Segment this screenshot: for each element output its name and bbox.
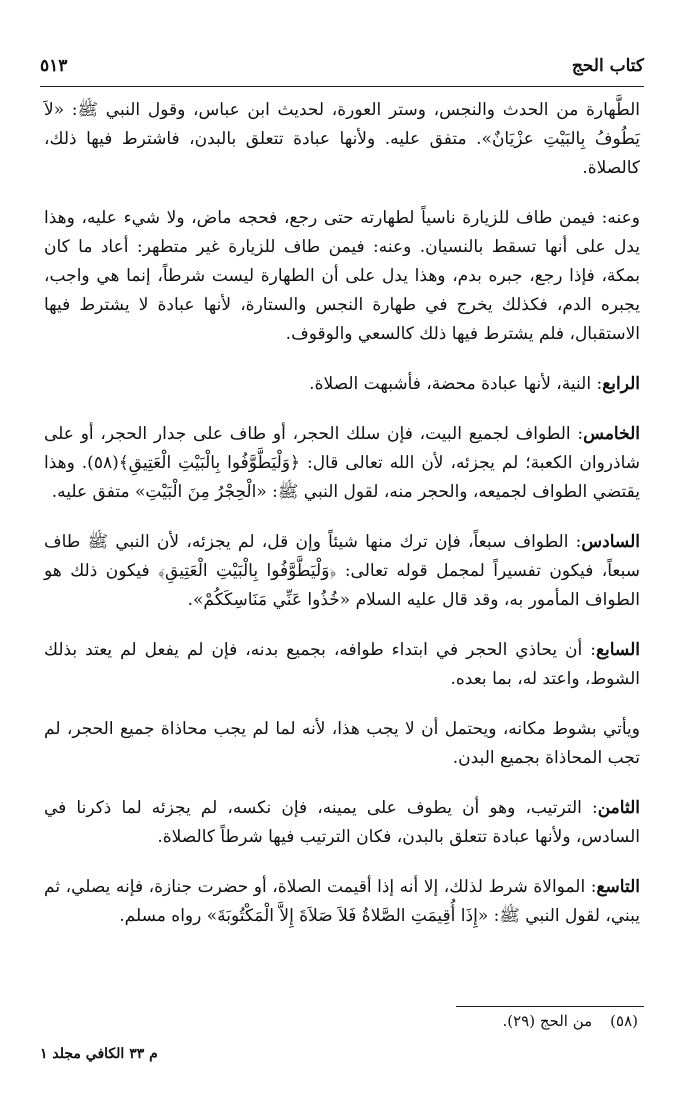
paragraph: [44, 528, 640, 615]
paragraph: [44, 420, 640, 507]
footnote-number: (٥٨): [610, 1012, 638, 1030]
page-body: [44, 96, 640, 952]
footnote: [218, 1010, 638, 1032]
paragraph: [44, 96, 640, 183]
paragraph: [44, 794, 640, 852]
paragraph-text: : الطواف سبعاً، فإن ترك منها شيئاً وإن قل، لم يجزئه، لأن النبي ﷺ طاف سبعاً، فيكون تفسيراً لمجمل قوله تعالى: ﴿وَلْيَطَّوَّفُوا بِالْبَيْتِ الْعَتِيقِ﴾ فيكون ذلك هو الطواف المأمور به، وقد قال عليه السلام «خُذُوا عَنِّي مَنَاسِكَكُمْ».: [44, 532, 640, 610]
paragraph: [44, 873, 640, 931]
paragraph-text: : النية، لأنها عبادة محضة، فأشبهت الصلاة.: [309, 374, 603, 394]
page-header: [40, 46, 644, 87]
paragraph-lead: السابع: [595, 640, 640, 660]
paragraph-text: : الموالاة شرط لذلك، إلا أنه إذا أقيمت الصلاة، أو حضرت جنازة، فإنه يصلي، ثم يبني، لقول النبي ﷺ: «إِذَا أُقِيمَتِ الصَّلاةُ فَلاَ صَلاَةَ إِلاَّ الْمَكْتُوبَةَ» رواه مسلم.: [44, 877, 640, 926]
paragraph-lead: التاسع: [596, 877, 640, 897]
footnote-divider: [456, 1006, 644, 1007]
paragraph-text: : الطواف لجميع البيت، فإن سلك الحجر، أو طاف على جدار الحجر، أو على شاذروان الكعبة؛ لم يجزئه، لأن الله تعالى قال: ﴿وَلْيَطَّوَّفُوا بِالْبَيْتِ الْعَتِيقِ﴾(٥٨). وهذا يقتضي الطواف لجميعه، والحجر منه، لقول النبي ﷺ: «الْحِجْرُ مِنَ الْبَيْتِ» متفق عليه.: [44, 424, 640, 502]
paragraph-text: : أن يحاذي الحجر في ابتداء طوافه، بجميع بدنه، فإن لم يفعل لم يعتد بذلك الشوط، واعتد له، بما بعده.: [44, 640, 640, 689]
paragraph-text: الطَّهارة من الحدث والنجس، وستر العورة، لحديث ابن عباس، وقول النبي ﷺ: «لاَ يَطُوفُ بِالبَيْتِ عزْيَانٌ». متفق عليه. ولأنها عبادة تتعلق بالبدن، فاشترط فيها ذلك، كالصلاة.: [44, 100, 640, 178]
paragraph-lead: الرابع: [602, 374, 640, 394]
paragraph: [44, 204, 640, 349]
paragraph: [44, 715, 640, 773]
paragraph-text: ويأتي بشوط مكانه، ويحتمل أن لا يجب هذا، لأنه لما لم يجب محاذاة جميع الحجر، لم تجب المحاذاة بجميع البدن.: [44, 719, 640, 768]
footnote-text: من الحج (٢٩).: [502, 1012, 593, 1030]
book-section-title: كتاب الحج: [571, 56, 644, 76]
paragraph-lead: الثامن: [597, 798, 640, 818]
paragraph: [44, 370, 640, 399]
paragraph-text: وعنه: فيمن طاف للزيارة ناسياً لطهارته حتى رجع، فحجه ماض، ولا شيء عليه، وهذا يدل على أنها تسقط بالنسيان. وعنه: فيمن طاف للزيارة غير متطهر: أعاد ما كان بمكة، فإذا رجع، جبره بدم، وهذا يدل على أن الطهارة ليست شرطاً، إنما هي واجب، يجبره الدم، فكذلك يخرج في طهارة النجس والستارة، لأنها عبادة لا يشترط فيها الاستقبال، فلم يشترط فيها ذلك كالسعي والوقوف.: [44, 208, 640, 344]
paragraph-lead: الخامس: [583, 424, 640, 444]
paragraph-text: : الترتيب، وهو أن يطوف على يمينه، فإن نكسه، لم يجزئه لما ذكرنا في السادس، ولأنها عبادة تتعلق بالبدن، فكان الترتيب فيها شرطاً كالصلاة.: [44, 798, 640, 847]
page-number: ٥١٣: [40, 56, 68, 76]
printer-signature: م ٣٣ الكافي مجلد ١: [40, 1046, 158, 1062]
paragraph: [44, 636, 640, 694]
paragraph-lead: السادس: [581, 532, 640, 552]
